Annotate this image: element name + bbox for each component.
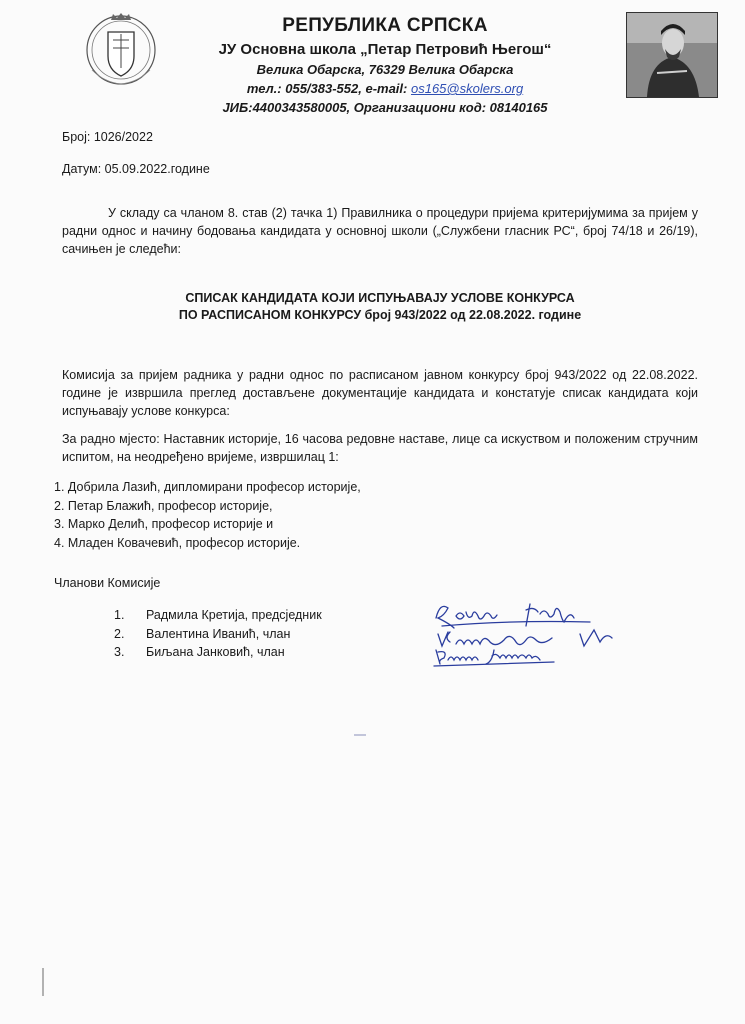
contact-phone: тел.: 055/383-552, e-mail: bbox=[246, 81, 411, 96]
position-paragraph: За радно мјесто: Наставник историје, 16 часова редовне наставе, лице са искуством и положеним стручним испитом, на неодређено вријеме, извршилац 1: bbox=[62, 432, 698, 464]
document-title bbox=[62, 290, 698, 324]
letterhead bbox=[165, 14, 605, 117]
intro-paragraph: У складу са чланом 8. став (2) тачка 1) Правилника о процедури пријема критеријумима за пријем у радни однос и начину бодовања кандидата у основној школи („Службени гласник РС“, број 74/18 и 26/19), сачињен је следећи: bbox=[62, 206, 698, 256]
member-number: 2. bbox=[114, 626, 125, 641]
list-item: 1. Добрила Лазић, дипломирани професор историје, bbox=[54, 480, 361, 494]
school-name: ЈУ Основна школа „Петар Петровић Његош“ bbox=[218, 41, 552, 58]
email-link[interactable]: os165@skolers.org bbox=[410, 81, 524, 96]
candidate-list bbox=[54, 478, 361, 552]
signatures bbox=[430, 598, 630, 668]
title-line-1: СПИСАК КАНДИДАТА КОЈИ ИСПУЊАВАЈУ УСЛОВЕ КОНКУРСА bbox=[185, 291, 575, 305]
list-item: 4. Младен Ковачевић, професор историје. bbox=[54, 535, 301, 550]
title-line-2: ПО РАСПИСАНОМ КОНКУРСУ број 943/2022 од 22.08.2022. године bbox=[178, 308, 582, 322]
document-date: Датум: 05.09.2022.године bbox=[62, 162, 210, 176]
members-heading: Чланови Комисије bbox=[54, 576, 161, 590]
members-list bbox=[114, 606, 322, 662]
list-item: 2. Петар Блажић, професор историје, bbox=[54, 498, 273, 513]
stray-mark bbox=[354, 724, 366, 728]
registration-ids: ЈИБ:4400343580005, Организациони код: 08140165 bbox=[222, 100, 548, 115]
coat-of-arms-emblem bbox=[84, 10, 158, 90]
member-name: Радмила Кретија, предсједник bbox=[146, 608, 322, 622]
member-name: Биљана Јанковић, члан bbox=[146, 645, 285, 659]
list-item bbox=[114, 606, 322, 625]
document-number: Број: 1026/2022 bbox=[62, 130, 153, 144]
member-number: 1. bbox=[114, 608, 125, 622]
member-name: Валентина Иванић, члан bbox=[146, 626, 291, 641]
list-item bbox=[114, 643, 322, 662]
signature-1 bbox=[436, 604, 590, 628]
list-item: 3. Марко Делић, професор историје и bbox=[54, 517, 274, 531]
commission-paragraph: Комисија за пријем радника у радни однос по расписаном јавном конкурсу број 943/2022 од 22.08.2022. године је извршила преглед достављене документације кандидата и констатује списак кандидата који испуњавају услове конкурса: bbox=[62, 368, 698, 418]
member-number: 3. bbox=[114, 645, 125, 659]
school-address: Велика Обарска, 76329 Велика Обарска bbox=[256, 62, 514, 77]
country-name: РЕПУБЛИКА СРПСКА bbox=[282, 15, 488, 36]
contact-line bbox=[165, 79, 605, 98]
list-item bbox=[114, 625, 322, 644]
portrait-image bbox=[626, 12, 718, 98]
signature-2 bbox=[438, 630, 612, 646]
signature-3 bbox=[434, 650, 554, 666]
scan-edge-mark bbox=[40, 968, 46, 996]
